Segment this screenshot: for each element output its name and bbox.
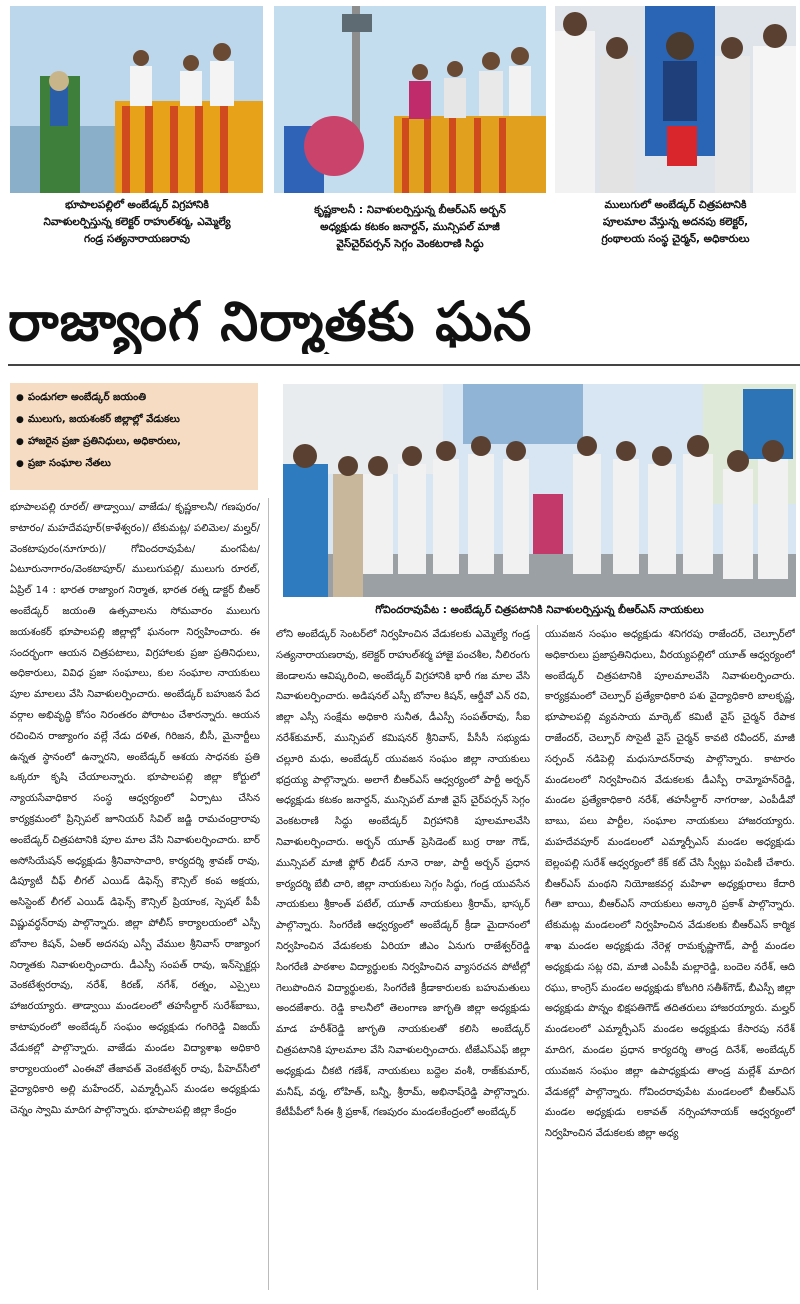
photo-govindaraopet-group xyxy=(283,384,796,597)
article-column-1 xyxy=(10,498,260,1290)
photo-ambedkar-statue-bhupalpally xyxy=(10,6,263,193)
article-column-3 xyxy=(545,625,795,1290)
photo2-caption-line3: వైస్‌చైర్‌పర్సన్‌ సెగ్గం వెంకటరాణి సిద్ధు xyxy=(336,238,484,250)
photo-krishnacolony-tribute xyxy=(274,6,546,193)
highlight-item: ● హాజరైన ప్రజా ప్రతినిధులు, అధికారులు, xyxy=(16,431,252,453)
photo4-caption: గోవిందరావుపేట : అంబేడ్కర్‌ చిత్రపటానికి నివాళులర్పిస్తున్న బీఆర్‌ఎస్‌ నాయకులు xyxy=(375,604,704,616)
photo3-caption-line2: పూలమాల వేస్తున్న అదనపు కలెక్టర్‌, xyxy=(602,216,749,228)
headline: రాజ్యాంగ నిర్మాతకు ఘన xyxy=(8,290,533,353)
photo3-caption-line3: గ్రంథాలయ సంస్థ చైర్మన్‌, అధికారులు xyxy=(601,233,750,245)
photo3-caption xyxy=(555,197,796,251)
highlights-box xyxy=(10,383,258,490)
photo1-caption-line2: నివాళులర్పిస్తున్న కలెక్టర్‌ రాహుల్‌శర్మ, ఎమ్మెల్యే xyxy=(43,216,231,228)
photo2-caption xyxy=(274,202,546,256)
article-text-col3: యువజన సంఘం అధ్యక్షుడు శనిగరపు రాజేందర్‌, చెల్పూర్‌లో అధికారులు ప్రజాప్రతినిధులు, వీరయ్యపల్లిలో యూత్‌ ఆధ్వర్యంలో అంబేడ్కర్‌ చిత్రపటానికి పూలమాలవేసి నివాళులర్పించారు. కార్యక్రమంలో చెల్పూర్‌ ప్రత్యేకాధికారి పశు వైద్యాధికారి బాలకృష్ణ, భూపాలపల్లి వ్యవసాయ మార్కెట్‌ కమిటీ వైస్‌ చైర్మన్‌ రేపాక రాజేందర్‌, చెల్పూర్‌ సొసైటీ వైస్‌ చైర్మన్‌ కావటి రవీందర్‌, మాజీ సర్పంచ్‌ నడిపెల్లి మధుసూదన్‌రావు పాల్గొన్నారు. కాటారం మండలంలో నిర్వహించిన వేడుకలకు డీఎస్పీ రామ్మోహన్‌రెడ్డి, మండల ప్రత్యేకాధికారి నరేశ్‌, తహసీల్దార్‌ నాగరాజు, ఎంపీడీవో బాబు, పలు పార్టీల, సంఘాల నాయకులు హాజరయ్యారు. మహదేవపూర్‌ మండలంలో ఎమ్మార్పీఎస్‌ మండల అధ్యక్షుడు బెల్లంపల్లి సురేశ్‌ ఆధ్వర్యంలో కేక్‌ కట్‌ చేసి స్వీట్లు పంపిణీ చేశారు. బీఆర్‌ఎస్‌ మంథని నియోజకవర్గ మహిళా అధ్యక్షురాలు కేదారి గీతా బాయి, బీఆర్‌ఎస్‌ నాయకులు అన్కారి ప్రకాశ్‌ పాల్గొన్నారు. టేకుమట్ల మండలంలో నిర్వహించిన వేడుకలకు బీఆర్‌ఎస్‌ కార్మిక శాఖ మండల అధ్యక్షుడు నేరెళ్ల రామకృష్ణాగౌడ్‌, పార్టీ మండల అధ్యక్షుడు సట్ల రవి, మాజీ ఎంపీపీ మల్లారెడ్డి, బందెల నరేశ్‌, ఆది రఘు, కాంగ్రెస్‌ మండల అధ్యక్షుడు కోటగిరి సతీశ్‌గౌడ్‌, బీఎస్పీ జిల్లా అధ్యక్షుడు పొన్నం భిక్షపతిగౌడ్‌ తదితరులు హాజరయ్యారు. మల్హర్‌ మండలంలో ఎమ్మార్పీఎస్‌ మండల అధ్యక్షుడు కేసారపు నరేశ్‌ మాదిగ, మండల ప్రధాన కార్యదర్శి తాండ్ర దినేశ్‌, అంబేడ్కర్‌ యువజన సంఘం జిల్లా ఉపాధ్యక్షుడు తాండ్ర మల్లేశ్‌ మాదిగ వేడుకల్లో పాల్గొన్నారు. గోవిందరావుపేట మండలంలో బీఆర్‌ఎస్‌ మండల అధ్యక్షుడు లకావత్‌ నర్సింహానాయక్‌ ఆధ్వర్యంలో నిర్వహించిన వేడుకలకు జిల్లా అధ్య xyxy=(545,629,795,1140)
highlight-item: ● పండుగలా అంబేడ్కర్‌ జయంతి xyxy=(16,387,252,409)
photo3-caption-line1: ములుగులో అంబేడ్కర్‌ చిత్రపటానికి xyxy=(604,199,747,211)
article-text-col1: భూపాలపల్లి రూరల్‌/ తాడ్వాయి/ వాజేడు/ కృష్ణకాలనీ/ గణపురం/ కాటారం/ మహదేవపూర్‌(కాళేశ్వరం)/ టేకుమట్ల/ పలిమెల/ మల్హర్‌/ వెంకటాపురం(నూగూరు)/ గోవిందరావుపేట/ మంగపేట/ఏటూరునాగారం/వెంకటాపూర్‌/ ములుగుపల్లి/ ములుగు రూరల్‌, ఏప్రిల్‌ 14 : భారత రాజ్యాంగ నిర్మాత, భారత రత్న డాక్టర్‌ బీఆర్‌ అంబేడ్కర్‌ జయంతి ఉత్సవాలను సోమవారం ములుగు జయశంకర్‌ భూపాలపల్లి జిల్లాల్లో ఘనంగా నిర్వహించారు. ఈ సందర్భంగా ఆయన చిత్రపటాలు, విగ్రహాలకు ప్రజా ప్రతినిధులు, అధికారులు, వివిధ ప్రజా సంఘాలు, కుల సంఘాల నాయకులు పూల మాలలు వేసి నివాళులర్పించారు. అంబేడ్కర్‌ బహుజన పేద వర్గాల అభివృద్ధి కోసం నిరంతరం పోరాటం చేశారన్నారు. ఆయన రచించిన రాజ్యాంగం వల్లే నేడు దళిత, గిరిజన, బీసీ, మైనార్టీలు ఉన్నత స్థానంలో ఉన్నారని, అంబేడ్కర్‌ ఆశయ సాధనకు ప్రతి ఒక్కరూ కృషి చేయాలన్నారు. భూపాలపల్లి జిల్లా కోర్టులో న్యాయసేవాధికార సంస్థ ఆధ్వర్యంలో ఏర్పాటు చేసిన కార్యక్రమంలో ప్రిన్సిపల్‌ జూనియర్‌ సివిల్‌ జడ్జి రామచంద్రారావు అంబేడ్కర్‌ చిత్రపటానికి పూల మాల వేసి నివాళులర్పించారు. బార్‌ అసోసియేషన్‌ అధ్యక్షుడు శ్రీనివాసాచారి, కార్యదర్శి శ్రావణ్‌ రావు, డిప్యూటీ చీఫ్‌ లీగల్‌ ఎయిడ్‌ డిఫెన్స్‌ కౌన్సిల్‌ కంప అక్షయ, అసిస్టెంట్‌ లీగల్‌ ఎయిడ్‌ డిఫెన్స్‌ కౌన్సిల్‌ ప్రియాంక, స్పెషల్‌ పీపీ విష్ణువర్ధన్‌రావు పాల్గొన్నారు. జిల్లా పోలీస్‌ కార్యాలయంలో ఎస్పీ బోనాల కిషన్‌, ఏఆర్‌ అదనపు ఎస్పీ వేముల శ్రీనివాస్‌ రాజ్యాంగ నిర్మాతకు నివాళులర్పించారు. డీఎస్పీ సంపత్‌ రావు, ఇన్‌స్పెక్టర్లు వెంకటేశ్వరరావు, నరేశ్‌, కిరణ్‌, నగేశ్‌, రత్నం, ఎస్సైలు హాజరయ్యారు. తాడ్వాయి మండలంలో తహసీల్దార్‌ సురేశ్‌బాబు, కాటాపురంలో అంబేడ్కర్‌ సంఘం అధ్యక్షుడు గంగిరెడ్డి విజయ్‌ వేడుకల్లో పాల్గొన్నారు. వాజేడు మండల విద్యాశాఖ అధికారి కార్యాలయంలో ఎంఈవో తేజావత్‌ వెంకటేశ్వర్‌ రావు, పీహెచ్‌సీలో వైద్యాధికారి అల్లి మహేందర్‌, ఎమ్మార్పీఎస్‌ మండల అధ్యక్షుడు చెన్నం స్వామి మాదిగ పాల్గొన్నారు. భూపాలపల్లి జిల్లా కేంద్రం xyxy=(10,502,260,1117)
headline-rule xyxy=(8,364,800,366)
photo1-caption xyxy=(6,197,268,251)
article-text-col2: లోని అంబేడ్కర్‌ సెంటర్‌లో నిర్వహించిన వేడుకలకు ఎమ్మెల్యే గండ్ర సత్యనారాయణరావు, కలెక్టర్‌ రాహుల్‌శర్మ హాజై పంచశీల, నీలిరంగు జెండాలను ఆవిష్కరించి, అంబేడ్కర్‌ విగ్రహానికి భారీ గజ మాల వేసి నివాళులర్పించారు. అడిషనల్‌ ఎస్పీ బోనాల కిషన్‌, ఆర్డీవో ఎన్‌ రవి, జిల్లా ఎస్సీ సంక్షేమ అధికారి సునీత, డీఎస్పీ సంపత్‌రావు, సీఐ నరేశ్‌కుమార్‌, మున్సిపల్‌ కమిషనర్‌ శ్రీనివాస్‌, పీసీసీ సభ్యుడు చల్లూరి మధు, అంబేడ్కర్‌ యువజన సంఘం జిల్లా నాయకులు భద్రయ్య పాల్గొన్నారు. అలాగే బీఆర్‌ఎస్‌ ఆధ్వర్యంలో పార్టీ అర్బన్‌ అధ్యక్షుడు కటకం జనార్దన్‌, మున్సిపల్‌ మాజీ వైస్‌ చైర్‌పర్సన్‌ సెగ్గం వెంకటరాణి సిద్ధు అంబేడ్కర్‌ విగ్రహానికి పూలమాలవేసి నివాళులర్పించారు. అర్బన్‌ యూత్‌ ప్రెసిడెంట్‌ బుర్ర రాజు గౌడ్‌, మున్సిపల్‌ మాజీ ఫ్లోర్‌ లీడర్‌ నూనె రాజు, పార్టీ అర్బన్‌ ప్రధాన కార్యదర్శి బేబీ చారి, జిల్లా నాయకులు సెగ్గం సిద్ధు, గండ్ర యువసేన నాయకులు శ్రీకాంత్‌ పటేల్‌, యూత్‌ నాయకులు శ్రీరామ్‌, భాస్కర్‌ పాల్గొన్నారు. సింగరేణి ఆధ్వర్యంలో అంబేడ్కర్‌ క్రీడా మైదానంలో నిర్వహించిన వేడుకలకు ఏరియా జీఎం ఏనుగు రాజేశ్వర్‌రెడ్డి సింగరేణి పాఠశాల విద్యార్థులకు నిర్వహించిన వ్యాసరచన పోటీల్లో గెలుపొందిన విద్యార్థులకు, సింగరేణి క్రీడాకారులకు బహుమతులు అందజేశారు. రెడ్డి కాలనీలో తెలంగాణ జాగృతి జిల్లా అధ్యక్షుడు మాడ హరీశ్‌రెడ్డి జాగృతి నాయకులతో కలిసి అంబేడ్కర్‌ చిత్రపటానికి పూలమాల వేసి నివాళులర్పించారు. టీజేఎస్‌ఎఫ్‌ జిల్లా అధ్యక్షుడు చీకటి గణేశ్‌, నాయకులు బద్దెల వంశీ, రాజ్‌కుమార్‌, మనీష్‌, వర్మ, లోహిత్‌, బన్నీ, శ్రీరామ్‌, అభినాష్‌రెడ్డి పాల్గొన్నారు. కేటీపీపీలో సీఈ శ్రీ ప్రకాశ్‌, గణపురం మండలకేంద్రంలో అంబేడ్కర్‌ xyxy=(276,629,530,1119)
highlight-item: ● ములుగు, జయశంకర్‌ జిల్లాల్లో వేడుకలు xyxy=(16,409,252,431)
photo2-caption-line2: అధ్యక్షుడు కటకం జనార్దన్‌, మున్సిపల్‌ మాజీ xyxy=(320,221,500,233)
highlight-item: ● ప్రజా సంఘాల నేతలు xyxy=(16,453,252,475)
photo1-caption-line1: భూపాలపల్లిలో అంబేడ్కర్‌ విగ్రహానికి xyxy=(65,199,209,211)
column-divider xyxy=(268,498,269,1290)
photo2-caption-line1: కృష్ణకాలనీ : నివాళులర్పిస్తున్న బీఆర్‌ఎస్‌ అర్బన్‌ xyxy=(314,204,506,216)
photo1-caption-line3: గండ్ర సత్యనారాయణరావు xyxy=(83,233,191,245)
photo-mulugu-portrait-tribute xyxy=(555,6,796,193)
column-divider xyxy=(537,625,538,1290)
article-column-2 xyxy=(276,625,530,1290)
